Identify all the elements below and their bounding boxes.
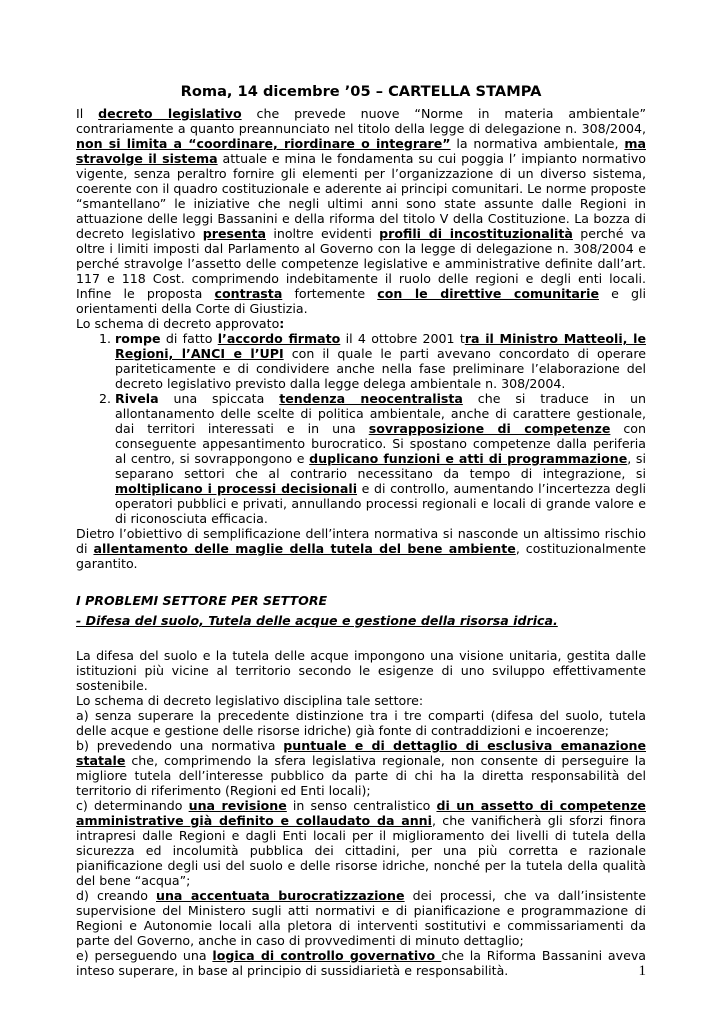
- bold-text: rompe: [115, 331, 161, 346]
- body-text: in senso centralistico: [286, 798, 437, 813]
- body-text: la normativa ambientale,: [450, 136, 625, 151]
- emphasis-text: di un assetto di competenze amministrative già definito e collaudato da anni: [76, 798, 646, 828]
- item-c: [76, 798, 646, 888]
- emphasis-text: non si limita a “coordinare, riordinare o integrare”: [76, 136, 451, 151]
- emphasis-text: moltiplicano i processi decisionali: [115, 481, 358, 496]
- emphasis-text: una revisione: [188, 798, 287, 813]
- body-text: con il quale le parti avevano concordato di operare pariteticamente e di condividere anche nella fase preliminare l’elaborazione del decreto legislativo previsto dalla legge delega ambientale n. 308/2004.: [115, 346, 646, 391]
- body-text: perché va oltre i limiti imposti dal Parlamento al Governo con la legge di delegazione n. 308/2004 e perché stravolge l’assetto delle competenze legislative e amministrative definite dall’art. 117 e 118 Cost. comprimendo indebitamente il ruolo delle regioni e degli enti locali. Infine le proposta: [76, 226, 646, 301]
- intro-paragraph: [76, 106, 646, 316]
- subsection-heading: - Difesa del suolo, Tutela delle acque e gestione della risorsa idrica.: [76, 613, 558, 628]
- body-text: che la Riforma Bassanini aveva inteso superare, in base al principio di sussidiarietà e responsabilità.: [76, 948, 646, 978]
- point-rivela: [115, 391, 646, 526]
- document-page: [76, 83, 646, 978]
- emphasis-text: sovrapposizione di competenze: [368, 421, 611, 436]
- bold-text: :: [279, 316, 285, 331]
- body-text: , che vanificherà gli sforzi finora intrapresi dalle Regioni e dagli Enti locali per il miglioramento dei livelli di tutela della sicurezza ed incolumità pubblica dei cittadini, per una più corretta e razionale pianificazione degli usi del suolo e delle risorse idriche, nonché per la tutela della qualità del bene “acqua”;: [76, 813, 646, 888]
- body-text: che si traduce in un allontanamento delle scelte di politica ambientale, anche di carattere gestionale, dai territori interessati e in una: [115, 391, 647, 436]
- body-text: fortemente: [282, 286, 378, 301]
- body-text: Lo schema di decreto legislativo disciplina tale settore:: [76, 693, 424, 708]
- body-text: che prevede nuove “Norme in materia ambientale” contrariamente a quanto preannunciato nel titolo della legge di delegazione n. 308/2004,: [76, 106, 647, 136]
- item-b: [76, 738, 646, 798]
- emphasis-text: profili di incostituzionalità: [379, 226, 573, 241]
- schema-intro: [76, 316, 646, 331]
- item-d: [76, 888, 646, 948]
- body-text: La difesa del suolo e la tutela delle acque impongono una visione unitaria, gestita dalle istituzioni più vicine al territorio secondo le esigenze di uno sviluppo effettivamente sostenibile.: [76, 648, 646, 693]
- emphasis-text: una accentuata burocratizzazione: [156, 888, 405, 903]
- body-text: a) senza superare la precedente distinzione tra i tre comparti (difesa del suolo, tutela delle acque e gestione delle risorse idriche) già fonte di contraddizioni e incoerenze;: [76, 708, 646, 738]
- emphasis-text: allentamento delle maglie della tutela del bene ambiente: [93, 541, 516, 556]
- emphasis-text: ma stravolge il sistema: [76, 136, 646, 166]
- body-text: con conseguente appesantimento burocratico. Si spostano competenze dalla periferia al centro, si sovrappongono e: [115, 421, 646, 466]
- difesa-paragraph: [76, 648, 646, 693]
- body-text: attuale e mina le fondamenta su cui poggia l’ impianto normativo vigente, senza peraltro fornire gli elementi per l’organizzazione di un diverso sistema, coerente con il quadro costituzionale e aderente ai principi comunitari. Le norme proposte “smantellano” le iniziative che negli ultimi anni sono state assunte dalle Regioni in attuazione delle leggi Bassanini e della riforma del titolo V della Costituzione. La bozza di decreto legislativo: [76, 151, 647, 241]
- body-text: di fatto: [160, 331, 218, 346]
- body-text: e di controllo, aumentando l’incertezza degli operatori pubblici e privati, annullando processi regionali e locali di grande valore e di riconosciuta efficacia.: [115, 481, 646, 526]
- page-title: Roma, 14 dicembre ’05 – CARTELLA STAMPA: [180, 83, 542, 100]
- emphasis-text: l’accordo firmato: [217, 331, 341, 346]
- points-list: [76, 331, 646, 526]
- point-rompe: [115, 331, 646, 391]
- page-number: 1: [638, 963, 646, 979]
- body-text: c) determinando: [76, 798, 189, 813]
- bold-text: Rivela: [115, 391, 159, 406]
- body-text: che, comprimendo la sfera legislativa regionale, non consente di perseguire la migliore tutela dell’interesse pubblico da parte di chi ha la diretta responsabilità del territorio di riferimento (Regioni ed Enti locali);: [76, 753, 646, 798]
- body-text: Lo schema di decreto approvato: [76, 316, 280, 331]
- body-text: b) prevedendo una normativa: [76, 738, 284, 753]
- emphasis-text: duplicano funzioni e atti di programmazione: [309, 451, 628, 466]
- body-text: dei processi, che va dall’insistente supervisione del Ministero sugli atti normativi e di pianificazione e programmazione di Regioni e Autonomie locali alla pletora di interventi sostitutivi e commissariamenti da parte del Governo, anche in caso di provvedimenti di minuto dettaglio;: [76, 888, 646, 948]
- body-text: d) creando: [76, 888, 156, 903]
- item-a: [76, 708, 646, 738]
- body-text: inoltre evidenti: [266, 226, 380, 241]
- body-text: Dietro l’obiettivo di semplificazione dell’intera normativa si nasconde un altissimo rischio di: [76, 526, 646, 556]
- emphasis-text: presenta: [202, 226, 267, 241]
- body-text: , si separano settori che al contrario necessitano da tempo di integrazione, si: [115, 451, 646, 481]
- item-e: [76, 948, 646, 978]
- emphasis-text: con le direttive comunitarie: [377, 286, 599, 301]
- disciplina-paragraph: [76, 693, 646, 708]
- body-text: e gli orientamenti della Corte di Giustizia.: [76, 286, 646, 316]
- section-heading: I PROBLEMI SETTORE PER SETTORE: [76, 593, 328, 608]
- emphasis-text: logica di controllo governativo: [212, 948, 442, 963]
- body-text: Il: [76, 106, 99, 121]
- body-text: e) perseguendo una: [76, 948, 213, 963]
- emphasis-text: decreto legislativo: [98, 106, 242, 121]
- emphasis-text: contrasta: [214, 286, 283, 301]
- dietro-paragraph: [76, 526, 646, 571]
- emphasis-text: ra il Ministro Matteoli, le Regioni, l’ANCI e l’UPI: [115, 331, 646, 361]
- emphasis-text: tendenza neocentralista: [279, 391, 463, 406]
- body-text: il 4 ottobre 2001 t: [340, 331, 465, 346]
- emphasis-text: puntuale e di dettaglio di esclusiva emanazione statale: [76, 738, 647, 768]
- body-text: , costituzionalmente garantito.: [76, 541, 647, 571]
- body-text: una spiccata: [158, 391, 280, 406]
